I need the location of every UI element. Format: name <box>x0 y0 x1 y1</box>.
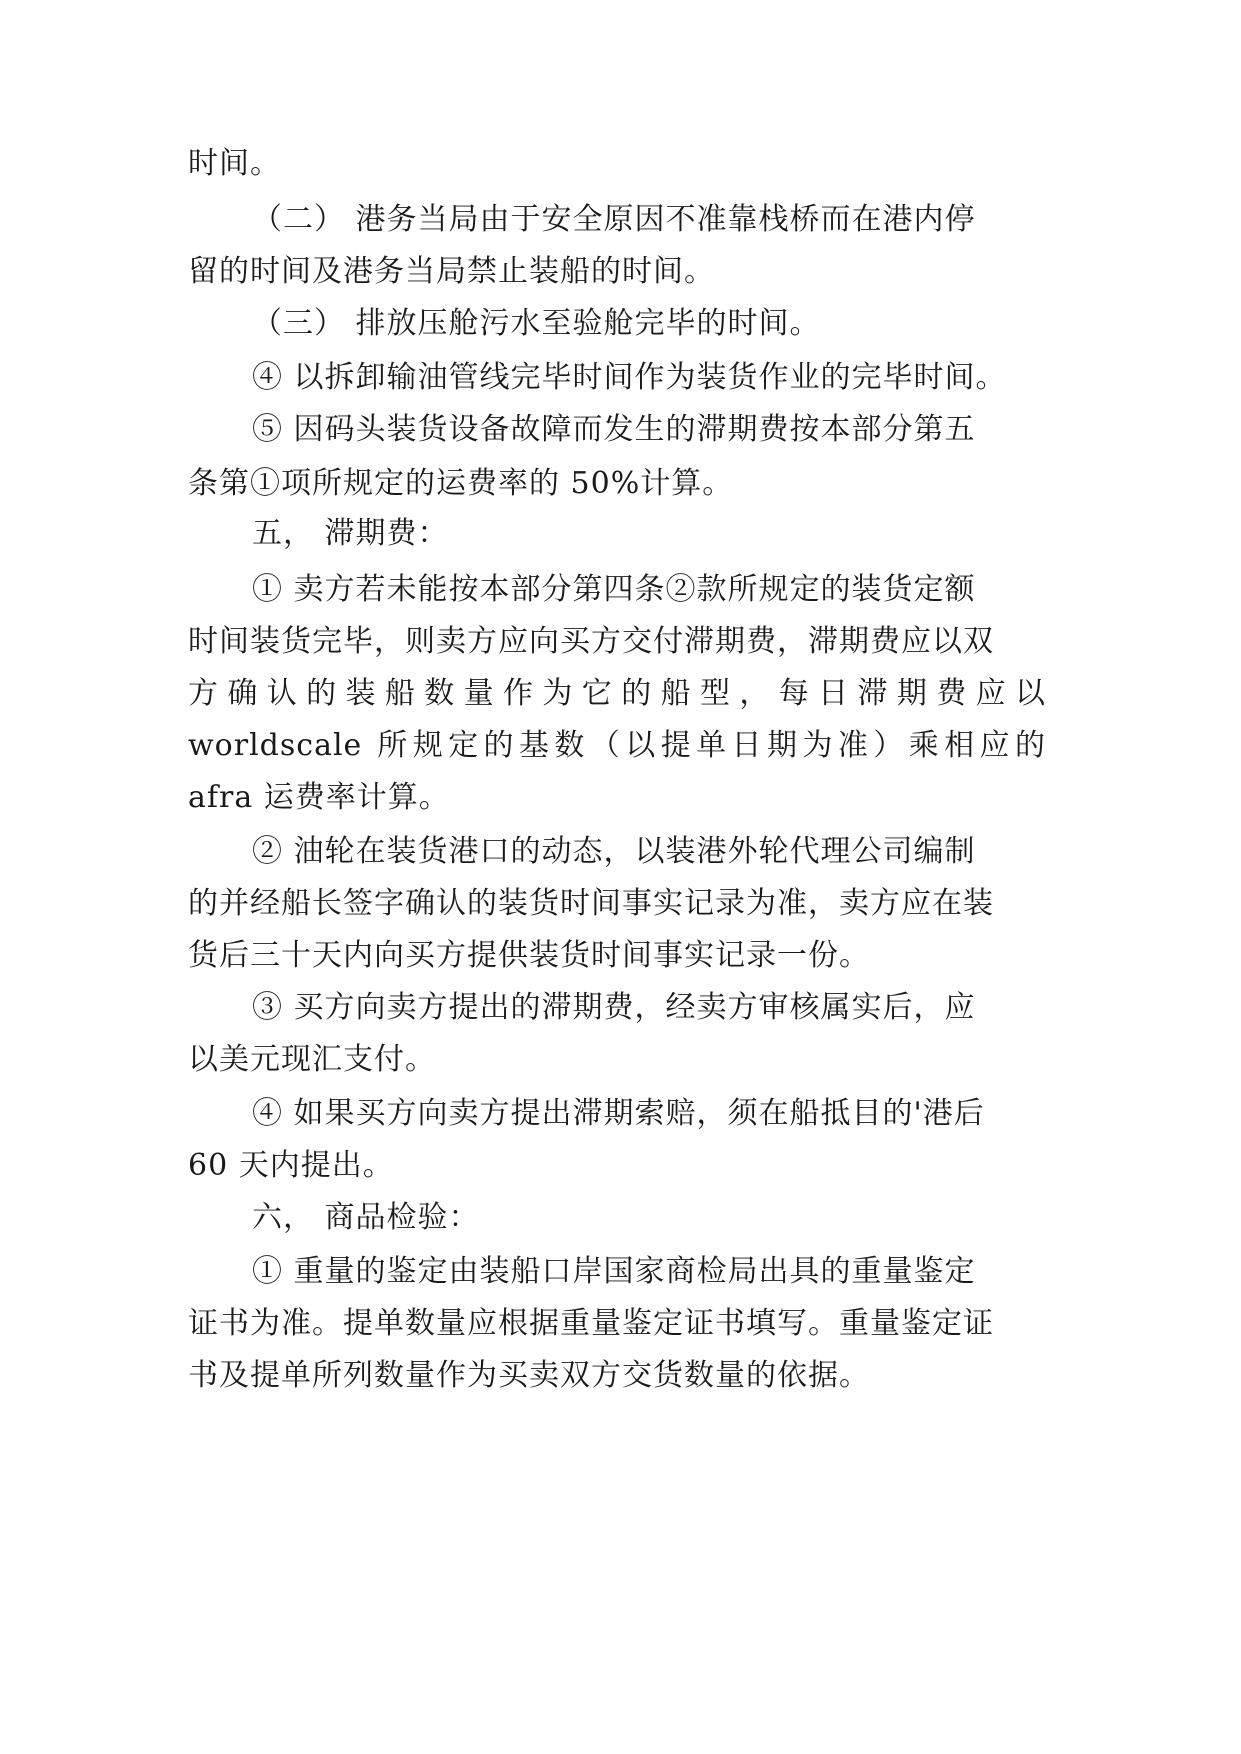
text-line: 条第①项所规定的运费率的 50%计算。 <box>188 466 734 501</box>
text-line: ③ 买方向卖方提出的滞期费，经卖方审核属实后，应 <box>252 990 976 1025</box>
text-line: ④ 如果买方向卖方提出滞期索赔，须在船抵目的'港后 <box>252 1096 985 1131</box>
text-line: （二） 港务当局由于安全原因不准靠栈桥而在港内停 <box>252 202 976 237</box>
text-line: afra 运费率计算。 <box>188 780 450 815</box>
section-heading: 五， 滞期费： <box>252 516 449 551</box>
text-line: 时间。 <box>188 146 281 181</box>
text-line: 的并经船长签字确认的装货时间事实记录为准，卖方应在装 <box>188 886 994 921</box>
text-line: worldscale 所规定的基数（以提单日期为准）乘相应的 <box>188 728 1046 763</box>
text-line: ① 重量的鉴定由装船口岸国家商检局出具的重量鉴定 <box>252 1254 976 1289</box>
text-line: 证书为准。提单数量应根据重量鉴定证书填写。重量鉴定证 <box>188 1306 994 1341</box>
text-line: （三） 排放压舱污水至验舱完毕的时间。 <box>252 306 821 341</box>
text-line: ② 油轮在装货港口的动态，以装港外轮代理公司编制 <box>252 834 976 869</box>
text-line: 货后三十天内向买方提供装货时间事实记录一份。 <box>188 938 870 973</box>
section-heading: 六， 商品检验： <box>252 1200 480 1235</box>
text-line: 方确认的装船数量作为它的船型，每日滞期费应以 <box>188 676 1046 711</box>
text-line: ① 卖方若未能按本部分第四条②款所规定的装货定额 <box>252 572 976 607</box>
text-line: 以美元现汇支付。 <box>188 1042 436 1077</box>
text-line: 时间装货完毕，则卖方应向买方交付滞期费，滞期费应以双 <box>188 624 994 659</box>
text-line: 60 天内提出。 <box>188 1148 394 1183</box>
text-line: 留的时间及港务当局禁止装船的时间。 <box>188 254 715 289</box>
text-line: 书及提单所列数量作为买卖双方交货数量的依据。 <box>188 1358 870 1393</box>
text-line: ⑤ 因码头装货设备故障而发生的滞期费按本部分第五 <box>252 412 976 447</box>
text-line: ④ 以拆卸输油管线完毕时间作为装货作业的完毕时间。 <box>252 360 1007 395</box>
